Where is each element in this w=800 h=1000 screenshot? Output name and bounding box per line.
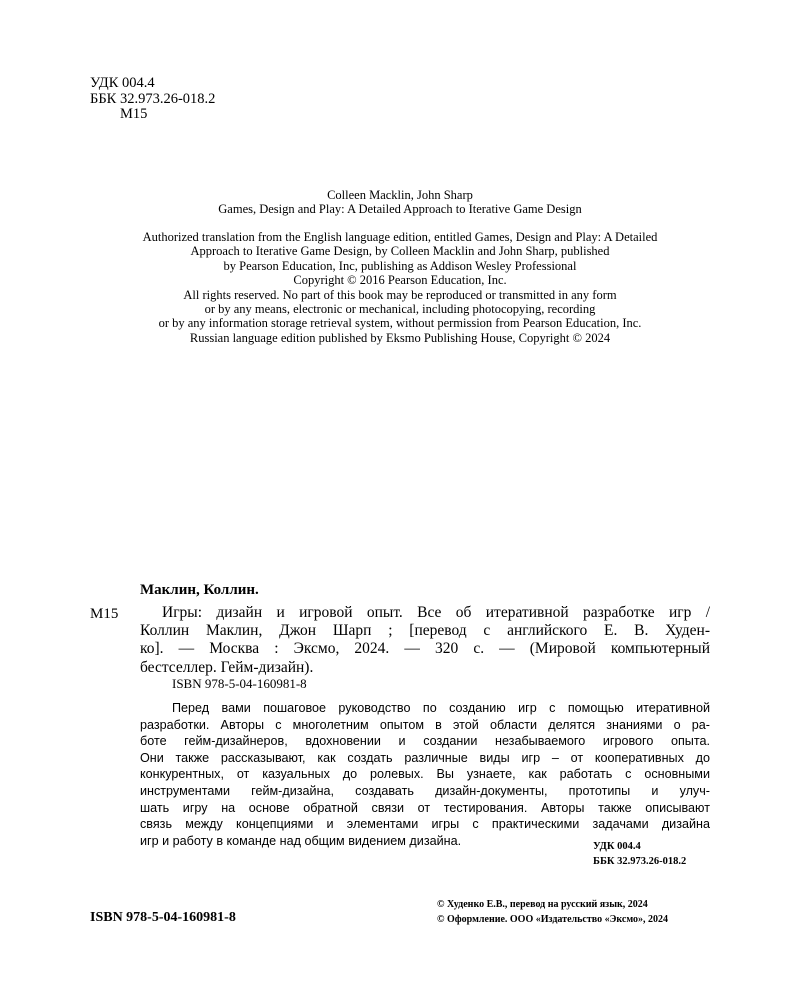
- original-edition: [80, 188, 720, 217]
- rights-line: Russian language edition published by Eksmo Publishing House, Copyright © 2024: [189, 330, 611, 345]
- original-title: Games, Design and Play: A Detailed Approach to Iterative Game Design: [218, 202, 582, 217]
- author-mark: М15: [120, 106, 148, 122]
- annotation-line: инструментами гейм-дизайна, создавать дизайн-документы, прототипы и улуч-: [140, 783, 710, 798]
- biblio-line: Коллин Маклин, Джон Шарп ; [перевод с английского Е. В. Худен-: [140, 622, 710, 640]
- copyright-notices: [437, 898, 668, 927]
- rights-line: Authorized translation from the English language edition, entitled Games, Design and Play: A Detailed: [142, 230, 658, 244]
- annotation: [140, 700, 710, 849]
- rights-line: or by any means, electronic or mechanical, including photocopying, recording: [204, 302, 596, 317]
- udk-code: УДК 004.4: [90, 75, 155, 91]
- bottom-bbk-code: ББК 32.973.26-018.2: [593, 855, 687, 867]
- catalog-mark: М15: [90, 606, 119, 622]
- bibliographic-description: [140, 604, 710, 677]
- biblio-line: бестселлер. Гейм-дизайн).: [140, 658, 314, 676]
- rights-line: or by any information storage retrieval system, without permission from Pearson Education, Inc.: [158, 316, 642, 331]
- bbk-code: ББК 32.973.26-018.2: [90, 90, 216, 107]
- annotation-line: связь между концепциями и элементами игры с практическими задачами дизайна: [140, 817, 710, 832]
- annotation-line: игр и работу в команде над общим видением дизайна.: [140, 833, 462, 848]
- main-isbn: ISBN 978-5-04-160981-8: [90, 910, 236, 925]
- translation-copyright: © Худенко Е.В., перевод на русский язык, 2024: [437, 899, 648, 910]
- annotation-line: конкурентных, от казуальных до ролевых. Вы узнаете, как работать с основными: [140, 767, 710, 782]
- annotation-line: Перед вами пошаговое руководство по созданию игр с помощью итеративной: [172, 701, 710, 715]
- bottom-classification-codes: [593, 840, 686, 869]
- catalog-heading: Маклин, Коллин.: [140, 582, 259, 598]
- design-copyright: © Оформление. ООО «Издательство «Эксмо», 2024: [437, 913, 668, 925]
- bottom-udk-code: УДК 004.4: [593, 841, 641, 852]
- rights-notice: [80, 230, 720, 345]
- annotation-line: шать игру на основе обратной связи от тестирования. Авторы также описывают: [140, 800, 710, 815]
- rights-line: Copyright © 2016 Pearson Education, Inc.: [293, 273, 507, 288]
- classification-codes: [90, 76, 215, 123]
- original-authors: Colleen Macklin, John Sharp: [327, 188, 473, 202]
- rights-line: by Pearson Education, Inc, publishing as Addison Wesley Professional: [223, 258, 577, 273]
- annotation-line: боте гейм-дизайнеров, вдохновении и создании незабываемого игрового опыта.: [140, 734, 710, 749]
- catalog-isbn: ISBN 978-5-04-160981-8: [172, 676, 307, 691]
- biblio-line: Игры: дизайн и игровой опыт. Все об итеративной разработке игр /: [162, 604, 710, 621]
- annotation-line: разработки. Авторы с многолетним опытом в этой области делятся знаниями о ра-: [140, 717, 710, 732]
- biblio-line: ко]. — Москва : Эксмо, 2024. — 320 с. — (Мировой компьютерный: [140, 640, 710, 658]
- rights-line: All rights reserved. No part of this book may be reproduced or transmitted in any form: [183, 287, 617, 302]
- rights-line: Approach to Iterative Game Design, by Colleen Macklin and John Sharp, published: [190, 244, 610, 259]
- annotation-line: Они также рассказывают, как создать различные виды игр – от кооперативных до: [140, 750, 710, 765]
